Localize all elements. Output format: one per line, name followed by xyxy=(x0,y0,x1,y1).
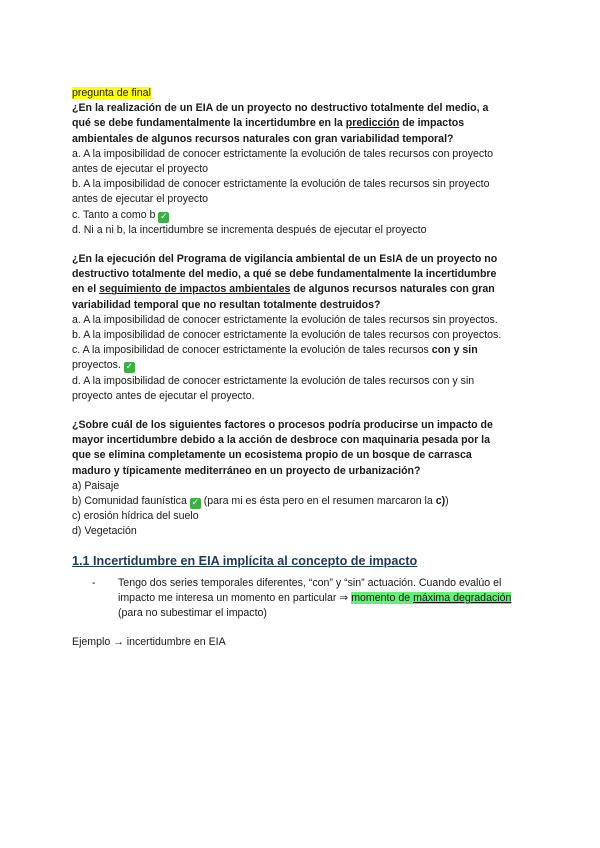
q2-option-d-line-1: d. A la imposibilidad de conocer estrictamente la evolución de tales recursos con y sin xyxy=(72,374,475,387)
q3-line-2: mayor incertidumbre debido a la acción de desbroce con maquinaria pesada por la xyxy=(72,434,490,447)
tag-line xyxy=(72,86,532,101)
q1-line-1: ¿En la realización de un EIA de un proyecto no destructivo totalmente del medio, a xyxy=(72,102,489,115)
example-line: Ejemplo → incertidumbre en EIA xyxy=(72,636,226,649)
q2-line-3-a: en el xyxy=(72,283,100,296)
final-question-tag: pregunta de final xyxy=(72,87,151,99)
q3-option-b-text: b) Comunidad faunística xyxy=(72,495,187,508)
q3-option-b-note-end: ) xyxy=(445,495,449,508)
q1-option-c-text: c. Tanto a como b xyxy=(72,208,156,221)
q3-option-b-note: (para mi es ésta pero en el resumen marcaron la xyxy=(200,495,436,508)
q1-option-a-line-2: antes de ejecutar el proyecto xyxy=(72,163,209,176)
q3-option-b-note-bold: c) xyxy=(435,495,446,508)
q2-line-1: ¿En la ejecución del Programa de vigilancia ambiental de un EsIA de un proyecto no xyxy=(72,253,498,266)
bullet-line-1: Tengo dos series temporales diferentes, “con” y “sin” actuación. Cuando evalúo el xyxy=(118,576,502,589)
q2-line-4: variabilidad temporal que no resultan totalmente destruidos? xyxy=(72,298,381,311)
q3-option-c: c) erosión hídrica del suelo xyxy=(72,510,199,523)
q2-option-b: b. A la imposibilidad de conocer estrictamente la evolución de tales recursos con proyectos. xyxy=(72,329,502,342)
q3-option-a: a) Paisaje xyxy=(72,479,120,492)
q2-option-c-bold: con y sin xyxy=(431,344,478,357)
q1-option-a-line-1: a. A la imposibilidad de conocer estrictamente la evolución de tales recursos con proyecto xyxy=(72,147,494,160)
q2-line-3-b: de algunos recursos naturales con gran xyxy=(290,283,495,296)
q2-option-c-text-2: proyectos. xyxy=(72,359,121,372)
question-2 xyxy=(72,252,532,404)
q1-line-2-b: de impactos xyxy=(399,117,465,130)
check-mark-icon: ✓ xyxy=(191,498,200,509)
q1-line-2-underlined: predicción xyxy=(345,117,400,130)
q1-option-c xyxy=(72,208,532,223)
document-page xyxy=(72,86,532,651)
q3-line-4: maduro y típicamente mediterráneo en un proyecto de urbanización? xyxy=(72,464,421,477)
q2-option-a: a. A la imposibilidad de conocer estrictamente la evolución de tales recursos sin proyectos. xyxy=(72,313,498,326)
bullet-dash: - xyxy=(92,576,96,589)
bullet-item xyxy=(72,576,532,622)
q2-line-3 xyxy=(72,282,532,297)
q1-option-b-line-1: b. A la imposibilidad de conocer estrictamente la evolución de tales recursos sin proyecto xyxy=(72,178,490,191)
check-mark-icon: ✓ xyxy=(125,362,134,373)
highlight-underlined: máxima degradación xyxy=(413,591,512,604)
q3-option-d: d) Vegetación xyxy=(72,525,137,538)
q2-option-c-text: c. A la imposibilidad de conocer estrictamente la evolución de tales recursos xyxy=(72,344,432,357)
q1-line-3: ambientales de algunos recursos naturales con gran variabilidad temporal? xyxy=(72,132,454,145)
bullet-line-2-text: impacto me interesa un momento en particular ⇒ xyxy=(118,591,352,604)
q2-line-2: destructivo totalmente del medio, a qué se debe fundamentalmente la incertidumbre xyxy=(72,268,497,281)
q3-option-b xyxy=(72,494,532,509)
q3-line-3: que se elimina completamente un ecosistema propio de un bosque de carrasca xyxy=(72,449,472,462)
q2-line-3-underlined: seguimiento de impactos ambientales xyxy=(99,283,291,296)
q2-option-c-line-1 xyxy=(72,343,532,358)
bullet-line-2 xyxy=(118,591,532,606)
q1-line-2 xyxy=(72,116,532,131)
q1-line-2-a: qué se debe fundamentalmente la incertidumbre en la xyxy=(72,117,346,130)
bullet-line-3: (para no subestimar el impacto) xyxy=(118,607,267,620)
q2-option-c-line-2 xyxy=(72,358,532,373)
q3-line-1: ¿Sobre cuál de los siguientes factores o procesos podría producirse un impacto de xyxy=(72,419,493,432)
check-mark-icon: ✓ xyxy=(160,211,168,222)
section-heading: 1.1 Incertidumbre en EIA implícita al concepto de impacto xyxy=(72,553,418,568)
q1-option-b-line-2: antes de ejecutar el proyecto xyxy=(72,193,209,206)
question-3 xyxy=(72,418,532,540)
highlight-green xyxy=(351,592,511,604)
q1-option-d: d. Ni a ni b, la incertidumbre se incrementa después de ejecutar el proyecto xyxy=(72,223,427,236)
q2-option-d-line-2: proyecto antes de ejecutar el proyecto. xyxy=(72,389,255,402)
question-1 xyxy=(72,101,532,238)
highlight-text: momento de xyxy=(351,591,414,604)
